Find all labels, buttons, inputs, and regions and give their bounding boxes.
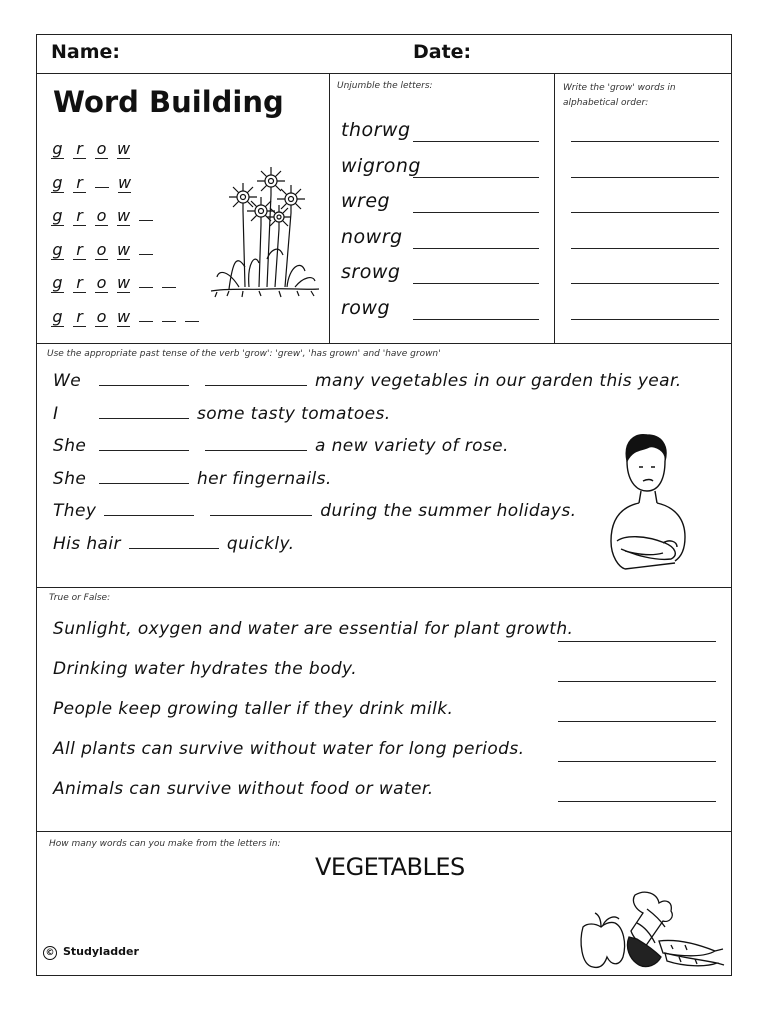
true-false-row [53,659,723,685]
past-tense-instruction: Use the appropriate past tense of the verb 'grow': 'grew', 'has grown' and 'have grown' [47,349,441,359]
statement: All plants can survive without water for long periods. [53,739,525,759]
true-false-row [53,619,723,645]
letter: o [96,139,107,158]
sentence-row [53,469,332,489]
answer-blank[interactable] [99,482,189,484]
divider [554,73,555,343]
letter-blank [139,321,153,322]
sentence-row [53,534,294,554]
jumbled-word: nowrg [341,225,403,248]
word-row [51,273,185,293]
jumbled-word: rowg [341,296,391,319]
letter: r [73,174,86,193]
letter: g [52,273,63,292]
sentence-start: She [53,468,87,489]
sentence-end: quickly. [226,533,295,554]
letter: w [117,306,131,326]
name-label: Name: [51,41,121,63]
divider [37,831,731,832]
alphabetical-answer-line[interactable] [571,248,719,249]
sentence-end: a new variety of rose. [315,436,509,456]
page-title: Word Building [53,85,284,119]
letter-blank [139,287,153,288]
sentence-start: We [53,371,82,391]
unjumble-row [341,297,551,321]
unjumble-row [341,226,551,250]
answer-line[interactable] [413,141,539,142]
vegetables-illustration [575,887,725,971]
letter: g [52,239,63,259]
flowers-illustration [209,159,321,299]
sentence-row [53,371,682,391]
sentence-start: They [53,501,97,521]
letter: o [96,206,107,225]
answer-blank[interactable] [210,514,312,516]
word-row [51,139,139,159]
letter: r [73,140,86,159]
letter-blank [139,254,153,255]
person-arms-crossed-illustration [605,431,691,571]
footer-credit [43,945,139,960]
letter: r [73,308,86,327]
divider [329,73,330,343]
sentence-end: her fingernails. [197,468,332,489]
answer-line[interactable] [413,212,539,213]
sentence-end: during the summer holidays. [320,501,577,521]
jumbled-word: thorwg [341,119,411,141]
worksheet [36,34,732,976]
unjumble-row [341,119,551,143]
answer-line[interactable] [558,681,716,682]
sentence-start: I [53,403,59,424]
answer-line[interactable] [413,319,539,320]
letter: o [96,239,107,259]
letter: o [96,306,107,326]
letter-blank [185,321,199,322]
sentence-row [53,436,509,456]
word-row [51,240,162,260]
letter: w [117,206,131,225]
answer-blank[interactable] [99,384,189,386]
letter-blank [162,321,176,322]
letter-blank [139,220,153,221]
answer-line[interactable] [558,641,716,642]
jumbled-word: wigrong [341,154,421,177]
alphabetical-answer-line[interactable] [571,177,719,178]
unjumble-instruction: Unjumble the letters: [337,81,433,91]
letter: g [52,306,63,326]
alphabetical-answer-line[interactable] [571,319,719,320]
letter: w [117,239,131,259]
answer-line[interactable] [558,721,716,722]
sentence-row [53,501,576,521]
divider [37,73,731,74]
letter: g [52,206,63,225]
letter: r [73,207,86,226]
sentence-row [53,404,391,424]
letter-blank [162,287,176,288]
true-false-row [53,739,723,765]
sentence-end: many vegetables in our garden this year. [315,371,682,391]
jumbled-word: srowg [341,261,401,283]
answer-blank[interactable] [104,514,194,516]
letter: g [52,139,63,158]
unjumble-row [341,155,551,179]
word-row [51,307,208,327]
true-false-row [53,779,723,805]
letter: r [73,274,86,293]
answer-line[interactable] [413,283,539,284]
alphabetical-answer-line[interactable] [571,141,719,142]
letter: w [118,172,132,192]
answer-blank[interactable] [99,449,189,451]
alphabetical-answer-line[interactable] [571,283,719,284]
alphabetical-answer-line[interactable] [571,212,719,213]
letter: w [117,139,131,158]
letter: w [117,273,131,292]
word-row [51,173,140,193]
divider [37,587,731,588]
answer-line[interactable] [558,801,716,802]
sentence-end: some tasty tomatoes. [197,403,391,424]
answer-blank[interactable] [129,547,219,549]
brand-name: Studyladder [63,945,139,958]
answer-blank[interactable] [205,384,307,386]
statement: Animals can survive without food or water. [53,779,434,799]
word-challenge-instruction: How many words can you make from the letters in: [49,839,281,849]
alphabetical-instruction: Write the 'grow' words in alphabetical order: [563,83,676,108]
true-false-instruction: True or False: [49,593,111,603]
answer-blank[interactable] [205,449,307,451]
letter: g [52,172,63,192]
letter: o [96,273,107,292]
true-false-row [53,699,723,725]
answer-line[interactable] [558,761,716,762]
word-challenge-word: VEGETABLES [315,853,465,881]
answer-line[interactable] [413,248,539,249]
statement: Sunlight, oxygen and water are essential for plant growth. [53,619,574,639]
answer-line[interactable] [413,177,539,178]
copyright-icon: © [43,946,57,960]
unjumble-row [341,190,551,214]
word-row [51,206,162,226]
letter: r [73,241,86,260]
unjumble-row [341,261,551,285]
divider [37,343,731,344]
statement: Drinking water hydrates the body. [53,659,358,679]
jumbled-word: wreg [341,190,391,212]
letter-blank [95,187,109,188]
answer-blank[interactable] [99,417,189,419]
statement: People keep growing taller if they drink milk. [53,699,454,719]
sentence-start: His hair [53,533,121,554]
sentence-start: She [53,436,87,456]
date-label: Date: [413,41,472,63]
